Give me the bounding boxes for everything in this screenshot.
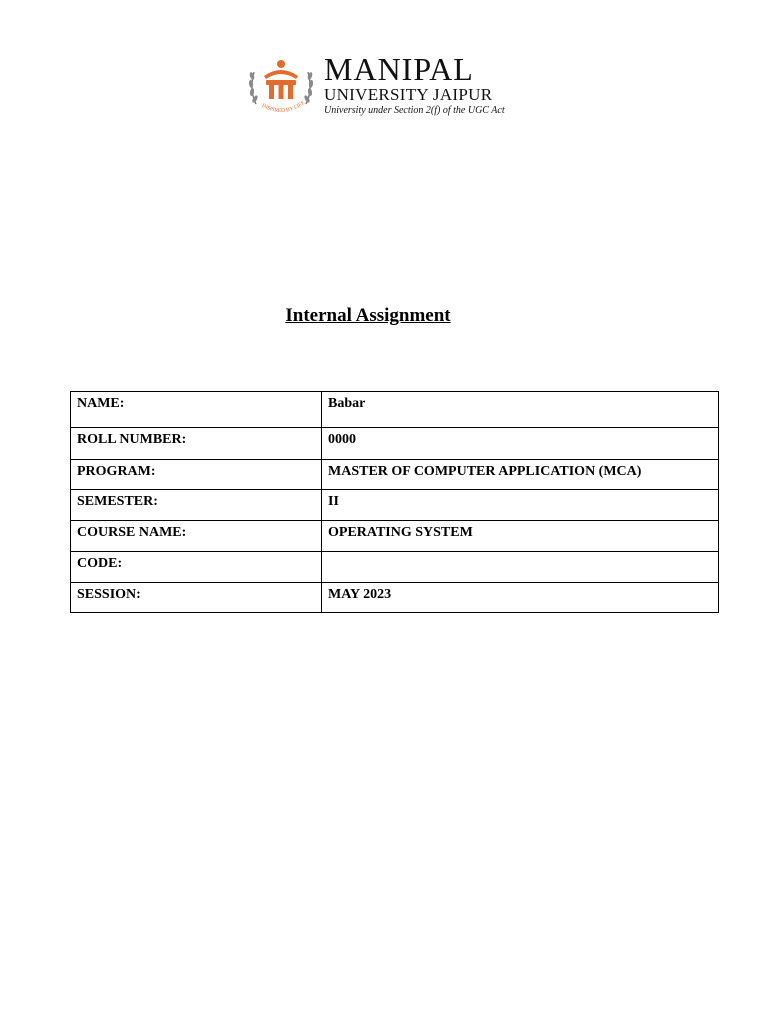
row-label: CODE:: [71, 552, 322, 583]
table-row: [71, 552, 719, 583]
emblem-motto: INSPIRED BY LIFE: [260, 99, 307, 115]
row-label: SESSION:: [71, 583, 322, 613]
row-label: SEMESTER:: [71, 490, 322, 521]
row-label: ROLL NUMBER:: [71, 428, 322, 460]
table-row: [71, 490, 719, 521]
row-value: MAY 2023: [322, 583, 719, 613]
university-subtitle: UNIVERSITY JAIPUR: [324, 85, 493, 104]
student-details-table: [70, 391, 719, 613]
logo-text-block: [324, 52, 536, 117]
university-tagline: University under Section 2(f) of the UGC Act: [324, 105, 505, 116]
table-row: [71, 460, 719, 490]
row-value: OPERATING SYSTEM: [322, 521, 719, 552]
university-name: MANIPAL: [324, 51, 474, 87]
table-row: [71, 521, 719, 552]
svg-text:INSPIRED BY LIFE: [261, 100, 307, 114]
row-value: [322, 552, 719, 583]
document-title: Internal Assignment: [285, 305, 451, 326]
manipal-emblem-icon: [246, 54, 316, 116]
table-row: [71, 392, 719, 428]
row-label: NAME:: [71, 392, 322, 428]
table-row: [71, 583, 719, 613]
row-value: II: [322, 490, 719, 521]
row-label: COURSE NAME:: [71, 521, 322, 552]
row-value: MASTER OF COMPUTER APPLICATION (MCA): [322, 460, 719, 490]
table-row: [71, 428, 719, 460]
university-logo: [246, 52, 536, 118]
row-value: Babar: [322, 392, 719, 428]
row-value: 0000: [322, 428, 719, 460]
row-label: PROGRAM:: [71, 460, 322, 490]
